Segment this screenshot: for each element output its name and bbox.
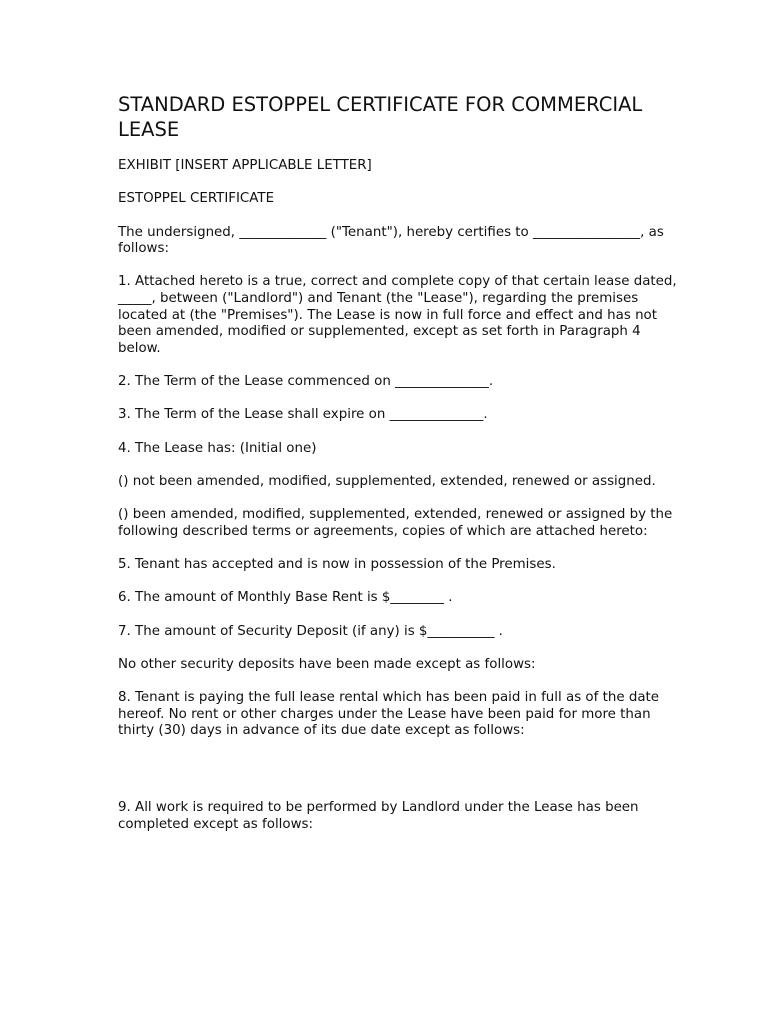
paragraph-8: 8. Tenant is paying the full lease rental which has been paid in full as of the date hereof. No rent or other charges under the Lease have been paid for more than thirty (30) days in advance of its due date except as follows: — [118, 690, 660, 739]
security-deposit-note: No other security deposits have been made except as follows: — [118, 656, 536, 672]
option-amended: () been amended, modified, supplemented, extended, renewed or assigned by the following described terms or agreements, copies of which are attached hereto: — [118, 507, 673, 539]
exhibit-label: EXHIBIT [INSERT APPLICABLE LETTER] — [118, 158, 372, 173]
intro-paragraph: The undersigned, _____________ ("Tenant"), hereby certifies to ________________, as follows: — [118, 224, 664, 257]
certificate-subtitle: ESTOPPEL CERTIFICATE — [118, 191, 275, 207]
paragraph-6: 6. The amount of Monthly Base Rent is $________ . — [118, 590, 453, 606]
paragraph-7: 7. The amount of Security Deposit (if any) is $__________ . — [118, 623, 503, 639]
paragraph-5: 5. Tenant has accepted and is now in possession of the Premises. — [118, 557, 556, 573]
document-page — [118, 92, 678, 850]
paragraph-4: 4. The Lease has: (Initial one) — [118, 440, 317, 456]
document-title: STANDARD ESTOPPEL CERTIFICATE FOR COMMERCIAL LEASE — [118, 93, 643, 141]
option-not-amended: () not been amended, modified, supplemented, extended, renewed or assigned. — [118, 473, 656, 489]
paragraph-3: 3. The Term of the Lease shall expire on ______________. — [118, 407, 488, 423]
paragraph-9: 9. All work is required to be performed by Landlord under the Lease has been completed except as follows: — [118, 800, 639, 832]
paragraph-1: 1. Attached hereto is a true, correct and complete copy of that certain lease dated, _____, between ("Landlord") and Tenant (the "Lease"), regarding the premises located at (the "Premises"). The Lease is now in full force and effect and has not been amended, modified or supplemented, except as set forth in Paragraph 4 below. — [118, 274, 677, 356]
paragraph-2: 2. The Term of the Lease commenced on ______________. — [118, 374, 494, 390]
